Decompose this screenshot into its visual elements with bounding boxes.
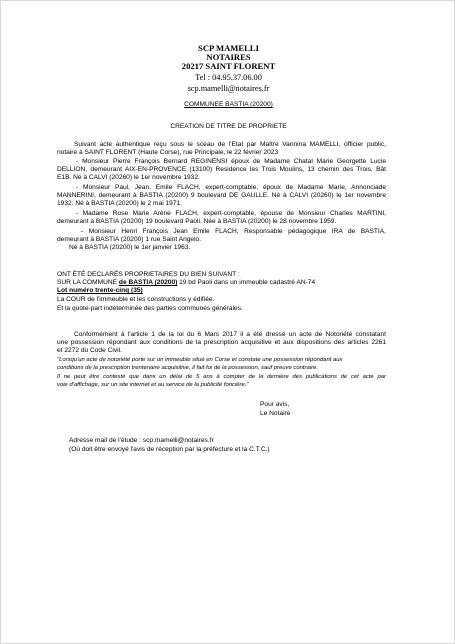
party-line: - Monsieur Paul, Jean, Emile FLACH, expert-comptable, époux de Madame Marie, Annonciade xyxy=(76,184,386,191)
party-line: - Monsieur Pierre François Bernard REGINENSI époux de Madame Chatal Marie Georgette Lucie xyxy=(76,158,386,165)
notary-signature: Le Notaire xyxy=(260,410,291,417)
party-line: - Monsieur Henri François Jean Emile FLACH, Responsable pédagogique IRA de BASTIA, xyxy=(81,228,386,235)
intro-line: notaire à SAINT FLORENT (Haute Corse), rue Principale, le 22 février 2023 xyxy=(57,149,279,156)
property-lot: Lot numéro trente-cinq (35) xyxy=(57,287,143,294)
firm-title: NOTAIRES xyxy=(206,52,251,62)
commune-suffix: 19 bd Paoli dans un immeuble cadastré AN-74 xyxy=(177,279,316,286)
conformity-line: et 2272 du Code Civil. xyxy=(57,347,122,354)
commune-prefix: SUR LA COMMUNE xyxy=(57,279,119,286)
conformity-line: Conformément à l'article 1 de la loi du 6 Mars 2017 il a été dressé un acte de Notoriété constatant xyxy=(74,331,386,338)
firm-address: 20217 SAINT FLORENT xyxy=(181,61,276,71)
property-commune xyxy=(57,279,315,287)
property-line: Et la quote-part indéterminée des parties communes générales. xyxy=(57,305,243,312)
contact-email: Adresse mail de l'étude : scp.mamelli@notaires.fr xyxy=(69,437,214,444)
intro-line: Suivant acte authentique reçu sous le sceau de l'Etat par Maître Vannina MAMELLI, officier public, xyxy=(74,141,386,148)
commune-heading xyxy=(1,101,455,109)
party-line: Né à BASTIA (20200) le 1er janvier 1963. xyxy=(69,244,191,251)
italic-note-line: voie d'affichage, sur un site internet et au service de la publicité foncière." xyxy=(57,382,249,388)
conformity-line: une possession répondant aux conditions de la prescription acquisitive et aux dispositions des articles 2261 xyxy=(57,339,386,346)
party-line: MANNERINI, demeurant à BASTIA (20200) 9 boulevard DE GAULLE. Né à CALVI (20260) le 1er novembre xyxy=(57,192,386,199)
party-line: DELLION, demeurant AIX-EN-PROVENCE (13100) Residence les Trois Moulins, 13 chemin des Trois, Bât xyxy=(57,166,386,173)
property-declared: ONT ÉTÉ DECLARÉS PROPRIETAIRES DU BIEN SUIVANT : xyxy=(57,271,240,278)
document-heading: CREATION DE TITRE DE PROPRIETE xyxy=(170,123,287,130)
italic-note-line: Il ne peut être contesté que dans un délai de 5 ans à compter de la dernière des publications de cet acte par xyxy=(57,374,386,380)
party-line: demeurant à BASTIA (20200) 19 boulevard Paoli. Née à BASTIA (20200) le 28 novembre 1959. xyxy=(57,218,337,225)
party-line: demeurant à BASTIA (20200) 1 rue Saint Angelo. xyxy=(57,236,202,243)
italic-note-line: "Lorsqu'un acte de notoriété porte sur un immeuble situé en Corse et constate une possession répondant aux xyxy=(57,357,343,363)
firm-name: SCP MAMELLI xyxy=(198,43,259,53)
firm-email: scp.mamelli@notaires.fr xyxy=(187,84,270,93)
contact-note: (Où doit être envoyé l'avis de réception par la préfecture et la C.T.C.) xyxy=(69,446,270,453)
party-line: E1B. Né à CALVI (20260) le 1er novembre 1932. xyxy=(57,174,200,181)
italic-note-line: conditions de la prescription trentenaire acquisitive, il fait foi de la possession, sauf preuve contraire. xyxy=(57,365,318,371)
commune-name: de BASTIA (20200) xyxy=(118,279,178,286)
party-line: - Madame Rose Marie Arène FLACH, expert-comptable, épouse de Monsieur Charles MARTINI, xyxy=(76,210,386,217)
commune-text: COMMUNEE BASTIA (20200) xyxy=(184,101,273,108)
firm-phone: Tel : 04.95.37.06.00 xyxy=(195,73,262,82)
party-line: 1932. Né à BASTIA (20200) le 2 mai 1971. xyxy=(57,200,182,207)
pour-avis: Pour avis, xyxy=(260,401,290,408)
property-line: La COUR de l'immeuble et les constructions y édifiée. xyxy=(57,296,215,303)
